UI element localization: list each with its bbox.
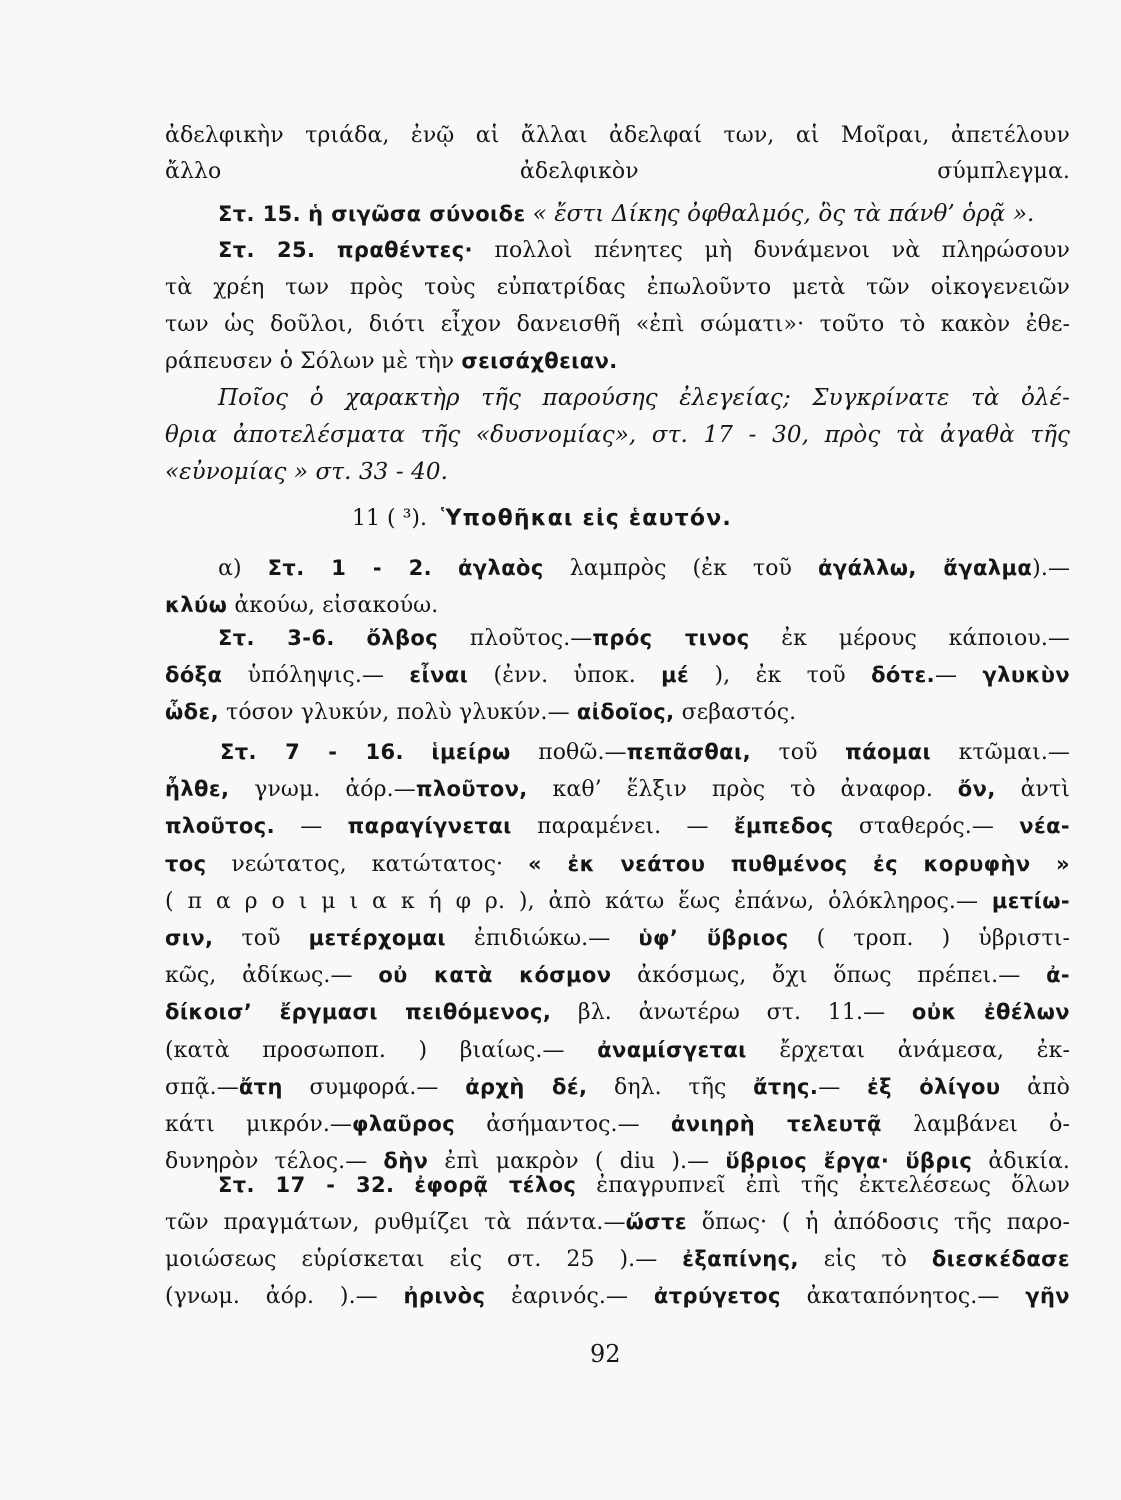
bold-term: ἄτης. (753, 1074, 819, 1099)
bold-term: μετέρχομαι (308, 926, 446, 951)
text: ἀκόσμως, ὄχι ὅπως πρέπει.— (637, 963, 1021, 989)
text-line (165, 620, 1070, 657)
text: τῶν πραγμάτων, ρυθμίζει τὰ πάντα.— (165, 1210, 626, 1235)
text: — (300, 814, 323, 840)
bold-term: ἐφορᾷ τέλος (414, 1173, 577, 1197)
bold-term: πλοῦτον, (415, 777, 528, 802)
text: ἀντὶ (1020, 777, 1070, 803)
verse-ref: Στ. 3-6. (218, 626, 335, 650)
bold-term: φλαῦρος (352, 1112, 456, 1137)
text-line (165, 1032, 1070, 1069)
text: σεβαστός. (681, 700, 797, 725)
bold-term: ὕβριος ἔργα· (725, 1149, 890, 1174)
text: ἀπὸ (1027, 1074, 1070, 1100)
bold-term: ἐξαπίνης, (682, 1247, 799, 1271)
text-line (165, 734, 1070, 771)
text-line (165, 1106, 1070, 1143)
text: ), ἐκ τοῦ (714, 663, 846, 688)
text: ἐπαγρυπνεῖ ἐπὶ τῆς ἐκτελέσεως ὅλων (596, 1173, 1070, 1198)
bold-term: ὧδε, (165, 700, 219, 724)
text-line (165, 657, 1070, 694)
bold-term: οὐκ ἐθέλων (911, 1000, 1070, 1025)
text: τοῦ (778, 740, 818, 765)
verse-ref: Στ. 17 - 32. (218, 1173, 395, 1197)
bold-term: ἄτη (238, 1074, 283, 1099)
text-line: των ὡς δοῦλοι, διότι εἶχον δανεισθῆ «ἐπὶ σώματι»· τοῦτο τὸ κακὸν ἐθε- (165, 312, 1070, 337)
bold-term: ἀρχὴ δέ, (465, 1074, 588, 1099)
text-line (165, 920, 1070, 957)
bold-term: πάομαι (845, 740, 932, 764)
text-line (165, 771, 1070, 808)
text-line (165, 1069, 1070, 1106)
bold-term: ἀτρύγετος (653, 1284, 781, 1308)
text: (γνωμ. ἀόρ. ).— (165, 1284, 378, 1309)
bold-term: ἦλθε, (165, 777, 230, 802)
text: συμφορά.— (309, 1074, 439, 1100)
note-verse-25 (165, 232, 1070, 380)
text-line (165, 1241, 1070, 1278)
notes-verses-7-16 (165, 734, 1070, 1180)
bold-term: ὄλβος (366, 626, 439, 650)
text: τόσον γλυκύν, πολὺ γλυκύν.— (226, 700, 570, 725)
verse-ref: Στ. 1 - 2. (267, 556, 432, 580)
text: βλ. ἀνωτέρω στ. 11.— (577, 1000, 886, 1026)
bold-term: ὄν, (957, 777, 996, 802)
note-verse-15 (218, 196, 1070, 233)
quote: « ἔστι Δίκης ὀφθαλμός, ὃς τὰ πάνθ’ ὁρᾷ ». (532, 201, 1035, 227)
bold-term: ἠρινὸς (403, 1284, 486, 1308)
page-number: 92 (590, 1340, 621, 1368)
text-line (165, 1278, 1070, 1315)
bold-term: ἡ σιγῶσα σύνοιδε (308, 202, 526, 226)
text: ἐκ μέρους κάποιου.— (781, 626, 1070, 651)
text: ἐαρινός.— (511, 1284, 629, 1309)
text-line (165, 846, 1070, 883)
text: πλοῦτος.— (469, 626, 593, 651)
text-line (165, 694, 1070, 731)
bold-term: πρός τινος (592, 626, 750, 650)
text-line: Ποῖος ὁ χαρακτὴρ τῆς παρούσης ἐλεγείας; Συγκρίνατε τὰ ὀλέ- (218, 385, 1070, 411)
text: μοιώσεως εὑρίσκεται εἰς στ. 25 ).— (165, 1247, 658, 1272)
text: καθ’ ἕλξιν πρὸς τὸ ἀναφορ. (552, 777, 933, 803)
text: ἀσήμαντος.— (486, 1112, 640, 1138)
text: εἰς τὸ (823, 1247, 907, 1272)
text-line: θρια ἀποτελέσματα τῆς «δυσνομίας», στ. 17 - 30, πρὸς τὰ ἀγαθὰ τῆς (165, 422, 1070, 448)
bold-term: ὥστε (625, 1210, 687, 1234)
bold-term: γῆν (1025, 1284, 1070, 1308)
text: νεώτατος, κατώτατος· (231, 851, 504, 877)
section-number: 11 (352, 506, 380, 531)
notes-verses-3-6 (165, 620, 1070, 731)
text-line (165, 550, 1070, 587)
bold-term: σεισάχθειαν. (461, 349, 618, 373)
paragraph-intro (165, 118, 1070, 190)
text: σταθερός.— (858, 814, 994, 840)
text: κάτι μικρόν.— (165, 1112, 353, 1138)
bold-term: πραθέντες· (336, 238, 473, 262)
text: πολλοὶ πένητες μὴ δυνάμενοι νὰ πληρώσουν (494, 238, 1070, 263)
bold-term: ἀγάλλω, ἄγαλμα (818, 556, 1033, 580)
notes-verses-17-32 (165, 1167, 1070, 1315)
text: σπᾷ.— (165, 1074, 239, 1100)
text-line (165, 994, 1070, 1031)
text-line (165, 808, 1070, 845)
section-heading (352, 506, 732, 531)
text: — (818, 1074, 841, 1100)
question-paragraph (165, 380, 1070, 491)
footnote-ref: ( ³). (387, 506, 427, 531)
text: ἐπὶ μακρὸν ( diu ).— (444, 1149, 710, 1175)
text: ).— (1032, 556, 1070, 581)
text: λαμβάνει ὀ- (913, 1112, 1070, 1138)
text: ὅπως· ( ἡ ἀπόδοσις τῆς παρο- (701, 1210, 1070, 1235)
text: δηλ. τῆς (614, 1074, 727, 1100)
text: λαμπρὸς (ἐκ τοῦ (569, 556, 793, 581)
bold-term: ἀνιηρὴ τελευτᾷ (670, 1112, 882, 1137)
text: ἔρχεται ἀνάμεσα, ἐκ- (779, 1037, 1070, 1063)
bold-term: γλυκὺν (982, 663, 1070, 687)
text: ἀδικία. (988, 1149, 1070, 1175)
bold-term: ἱμείρω (431, 740, 511, 764)
bold-term: δίκοισ’ ἔργμασι πειθόμενος, (165, 1000, 552, 1025)
bold-term: ἀ- (1046, 963, 1070, 988)
bold-term: αἰδοῖος, (576, 700, 675, 724)
text-line (218, 196, 1070, 233)
text-line: ἄλλο ἀδελφικὸν σύμπλεγμα. (165, 159, 1070, 184)
notes-verses-1-2 (165, 550, 1070, 624)
text: ποθῶ.— (538, 740, 627, 765)
bold-term: ὕβρις (905, 1149, 973, 1174)
bold-term: νέα- (1019, 814, 1070, 839)
text-line (165, 1204, 1070, 1241)
text: κῶς, ἀδίκως.— (165, 963, 353, 989)
bold-term: οὐ κατὰ κόσμον (378, 963, 612, 988)
text: ἐπιδιώκω.— (473, 926, 611, 952)
bold-term: μετίω- (991, 888, 1070, 913)
text-line: τὰ χρέη των πρὸς τοὺς εὐπατρίδας ἐπωλοῦντο μετὰ τῶν οἰκογενειῶν (165, 275, 1070, 300)
text-line (165, 1167, 1070, 1204)
bold-term: κλύω (165, 593, 228, 617)
text: ( π α ρ ο ι μ ι α κ ή φ ρ. ), ἀπὸ κάτω ἕως ἐπάνω, ὁλόκληρος.— (165, 888, 979, 914)
text: δυνηρὸν τέλος.— (165, 1149, 368, 1175)
text: κτῶμαι.— (958, 740, 1070, 765)
bold-term: δότε. (871, 663, 936, 687)
bold-term: διεσκέδασε (931, 1247, 1070, 1271)
bold-term: παραγίγνεται (347, 814, 512, 839)
bold-term: ἔμπεδος (733, 814, 834, 839)
text-line (165, 232, 1070, 269)
bold-term: ἀγλαὸς (457, 556, 544, 580)
text: παραμένει. — (537, 814, 709, 840)
bold-term: δὴν (383, 1149, 429, 1174)
section-title: Ὑποθῆκαι εἰς ἑαυτόν. (440, 506, 732, 531)
bold-term: ἀναμίσγεται (597, 1037, 747, 1062)
text: ἀκαταπόνητος.— (806, 1284, 1000, 1309)
text: — (935, 663, 958, 688)
text-line: «εὐνομίας » στ. 33 - 40. (165, 459, 448, 485)
verse-ref: Στ. 7 - 16. (220, 740, 404, 764)
bold-term: « ἐκ νεάτου πυθμένος ἐς κορυφὴν » (528, 851, 1070, 876)
text: γνωμ. ἀόρ.— (254, 777, 416, 803)
text-line (165, 883, 1070, 920)
text-line (165, 343, 1070, 380)
verse-ref: Στ. 25. (218, 238, 316, 262)
bold-term: ἐξ ὀλίγου (867, 1074, 1001, 1099)
text: ράπευσεν ὁ Σόλων μὲ τὴν (165, 349, 455, 374)
text-line (165, 957, 1070, 994)
bold-term: πεπᾶσθαι, (626, 740, 751, 764)
text: ἀκούω, εἰσακούω. (234, 593, 439, 618)
bold-term: σιν, (165, 926, 214, 951)
text: ( τροπ. ) ὑβριστι- (816, 926, 1070, 952)
bold-term: πλοῦτος. (165, 814, 275, 839)
bold-term: ὑφ’ ὕβριος (638, 926, 789, 951)
bold-term: τος (165, 851, 207, 876)
text: (ἐνν. ὑποκ. (493, 663, 636, 688)
bold-term: δόξα (165, 663, 223, 687)
text: (κατὰ προσωποπ. ) βιαίως.— (165, 1037, 565, 1063)
text-line (165, 587, 1070, 624)
text: τοῦ (241, 926, 281, 952)
text: ὑπόληψις.— (247, 663, 385, 688)
bold-term: εἶναι (409, 663, 469, 687)
text-line: ἀδελφικὴν τριάδα, ἐνῷ αἱ ἄλλαι ἀδελφαί των, αἱ Μοῖραι, ἀπετέλουν (165, 123, 1070, 148)
bold-term: μέ (661, 663, 690, 687)
text: α) (218, 556, 242, 581)
verse-ref: Στ. 15. (218, 202, 302, 226)
